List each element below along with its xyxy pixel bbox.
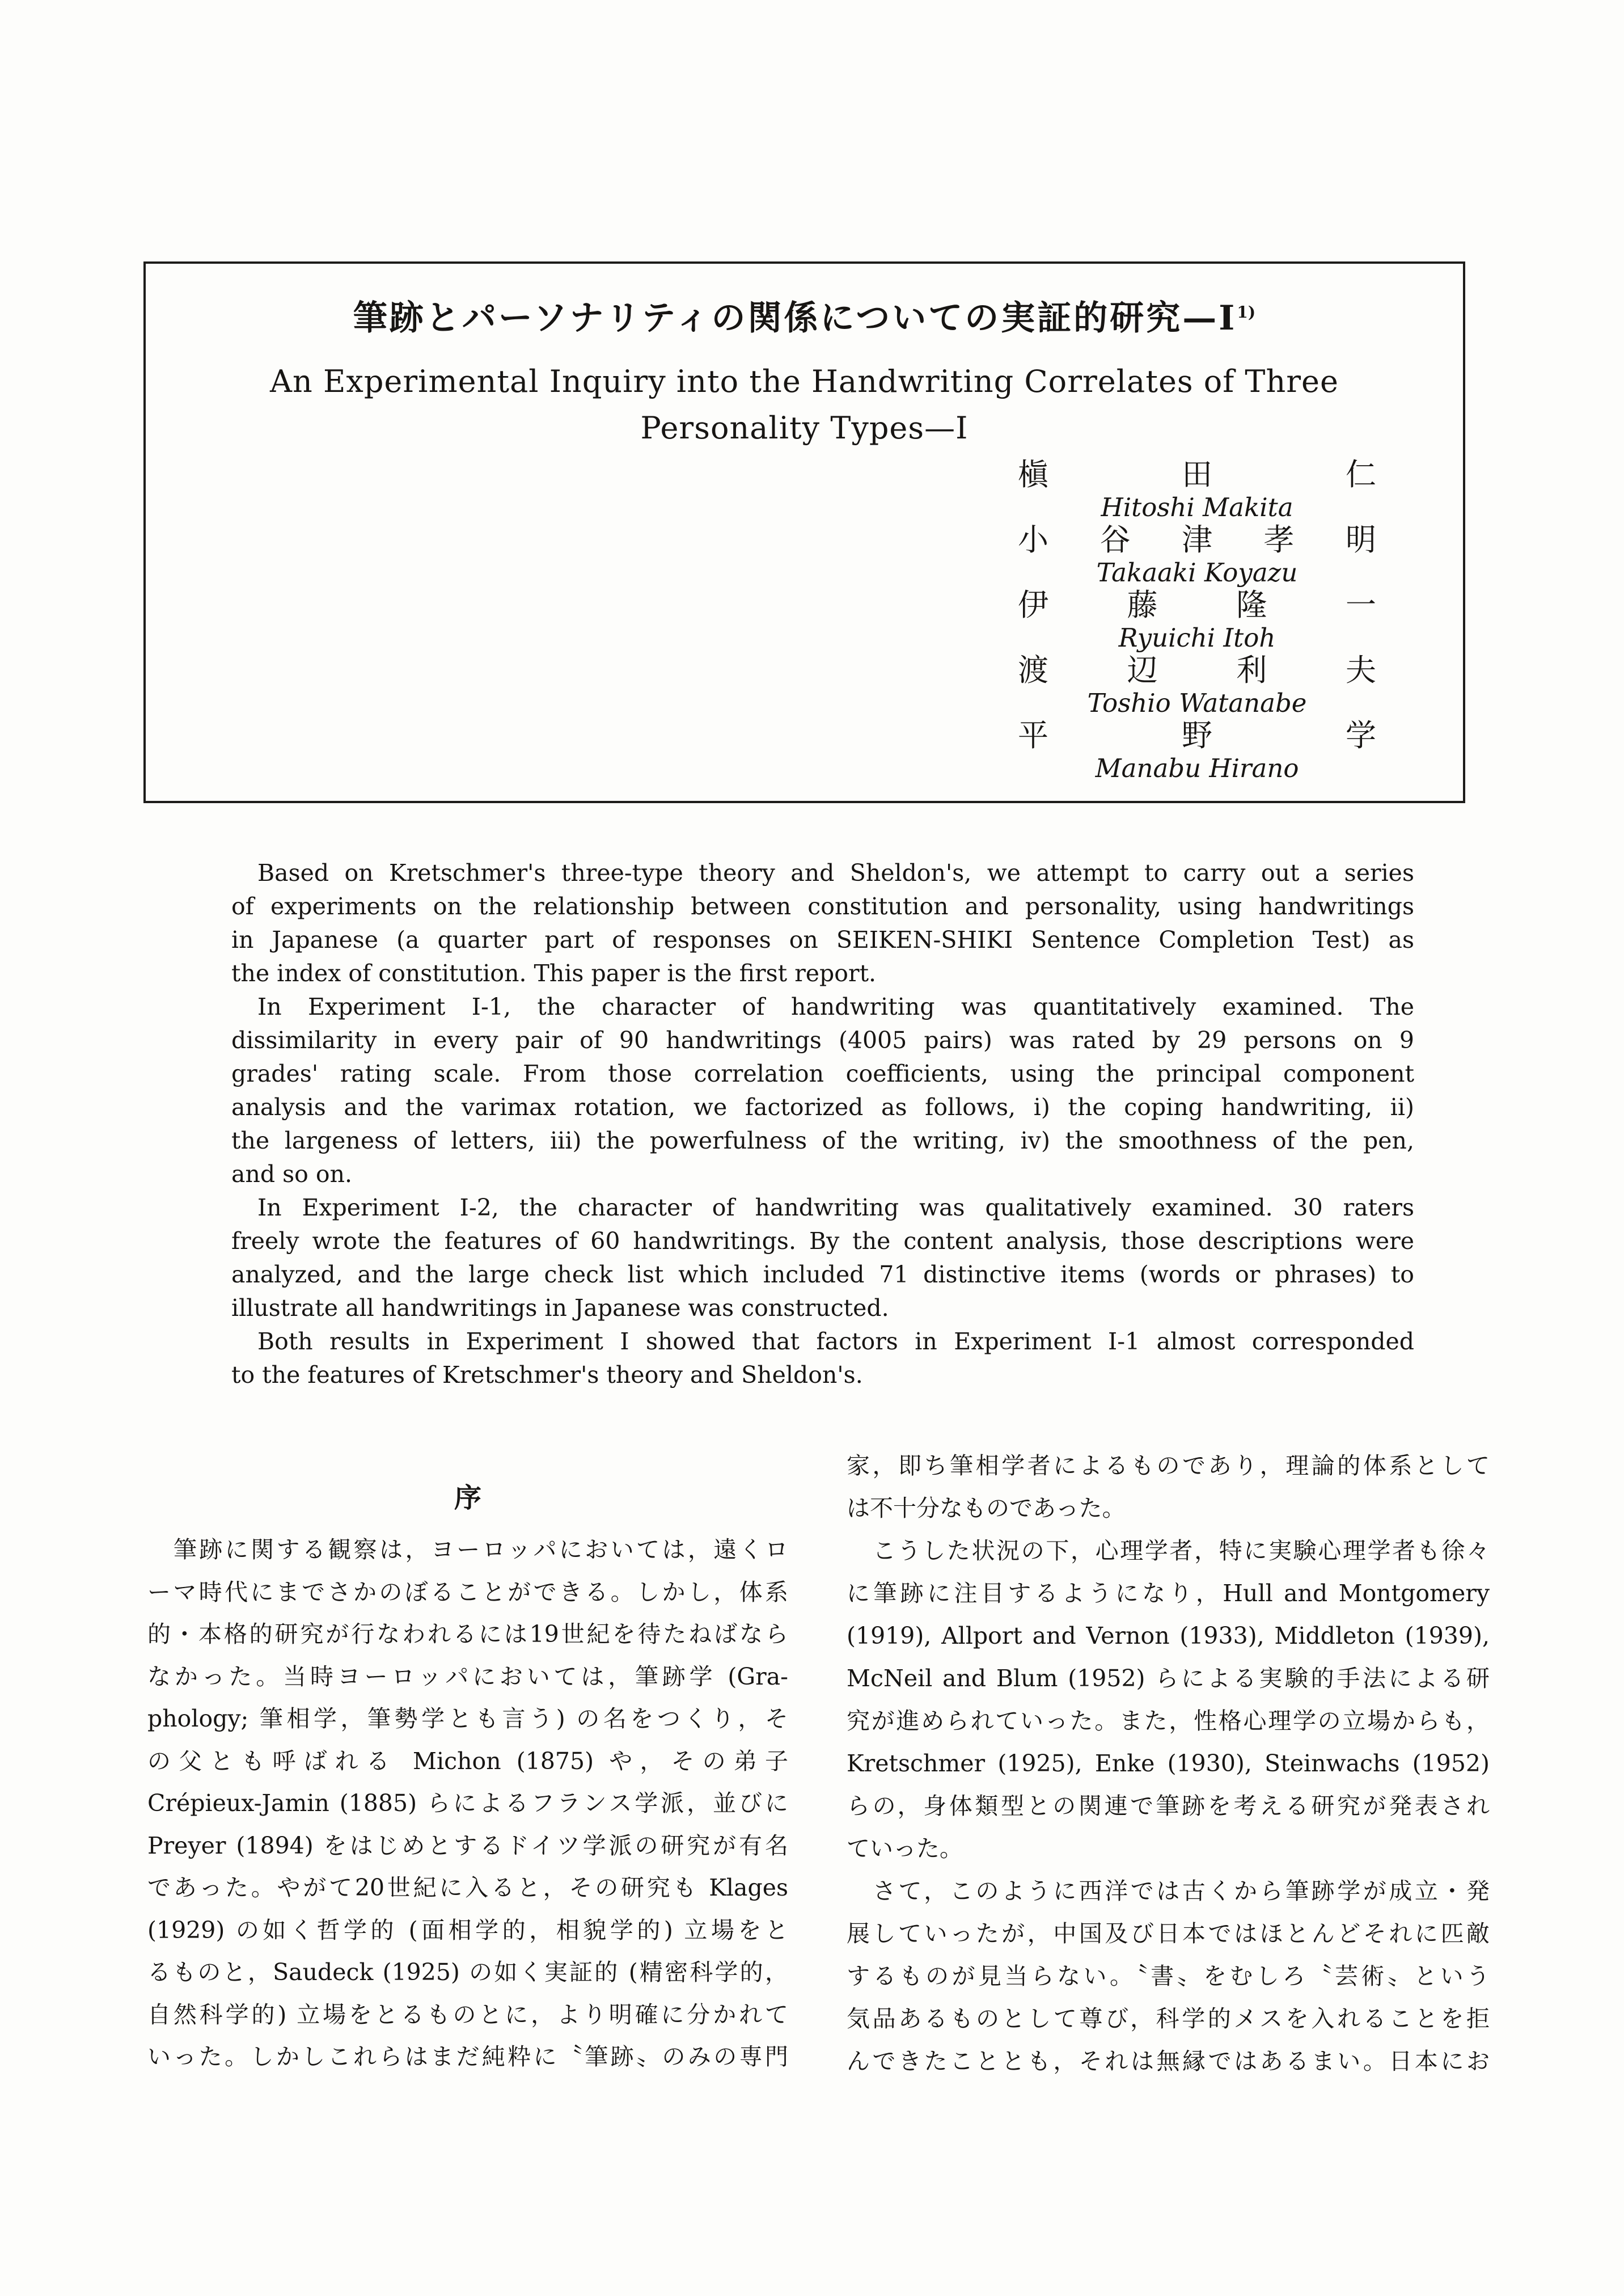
text-line: 家，即ち筆相学者によるものであり，理論的体系として (847, 1452, 1490, 1479)
paper-title-english-line1: An Experimental Inquiry into the Handwriting Correlates of Three (270, 364, 1339, 399)
text-line: こうした状況の下，心理学者，特に実験心理学者も徐々 (873, 1537, 1490, 1564)
author-name-romaji: Hitoshi Makita (1101, 492, 1293, 522)
abstract-line: In Experiment I-1, the character of handwriting was quantitatively examined. The (257, 993, 1414, 1020)
author-entry (1018, 653, 1376, 718)
text-line: Crépieux-Jamin (1885) らによるフランス学派，並びに (147, 1789, 788, 1817)
abstract-line: in Japanese (a quarter part of responses on SEIKEN-SHIKI Sentence Completion Test) as (231, 926, 1414, 953)
text-line: に筆跡に注目するようになり，Hull and Montgomery (847, 1580, 1490, 1607)
body-column-left (147, 1529, 788, 2078)
text-line: いった。しかしこれらはまだ純粋に〝筆跡〟のみの専門 (147, 2043, 788, 2070)
abstract-line: illustrate all handwritings in Japanese was constructed. (231, 1294, 889, 1322)
text-line: 自然科学的) 立場をとるものとに，より明確に分かれて (147, 2000, 788, 2028)
text-line: らの，身体類型との関連で筆跡を考える研究が発表され (847, 1792, 1490, 1820)
text-line: 展していったが，中国及び日本ではほとんどそれに匹敵 (847, 1920, 1490, 1947)
body-column-right (847, 1445, 1490, 2083)
text-line: 的・本格的研究が行なわれるには19世紀を待たねばなら (147, 1620, 788, 1648)
paper-title-english-line2: Personality Types—I (640, 410, 969, 446)
text-line: るものと，Saudeck (1925) の如く実証的 (精密科学的， (147, 1959, 788, 1986)
author-name-kanji: 伊 藤 隆 一 (1018, 587, 1376, 623)
abstract-line: and so on. (231, 1160, 353, 1188)
section-heading-jo: 序 (454, 1482, 481, 1514)
text-line: ーマ時代にまでさかのぼることができる。しかし，体系 (147, 1578, 788, 1606)
author-block (1018, 457, 1376, 783)
paper-title-japanese (146, 291, 1463, 340)
author-entry (1018, 588, 1376, 653)
abstract-line: freely wrote the features of 60 handwritings. By the content analysis, those descriptions were (231, 1227, 1414, 1255)
author-entry (1018, 718, 1376, 783)
author-name-kanji: 渡 辺 利 夫 (1018, 652, 1376, 688)
text-line: であった。やがて20世紀に入ると，その研究も Klages (147, 1874, 788, 1901)
abstract-line: grades' rating scale. From those correlation coefficients, using the principal component (231, 1060, 1414, 1087)
abstract-line: dissimilarity in every pair of 90 handwritings (4005 pairs) was rated by 29 persons on 9 (231, 1027, 1414, 1054)
text-line: Preyer (1894) をはじめとするドイツ学派の研究が有名 (147, 1831, 788, 1859)
author-name-kanji: 槇 田 仁 (1018, 457, 1376, 492)
author-entry (1018, 522, 1376, 588)
text-line: ていった。 (847, 1835, 963, 1862)
author-name-kanji: 平 野 学 (1018, 717, 1376, 753)
abstract-line: In Experiment I-2, the character of handwriting was qualitatively examined. 30 raters (257, 1194, 1414, 1221)
abstract (231, 856, 1414, 1392)
text-line: さて，このように西洋では古くから筆跡学が成立・発 (873, 1877, 1490, 1905)
title-footnote-marker: 1) (1237, 303, 1256, 322)
text-line: の父とも呼ばれる Michon (1875) や，その弟子 (147, 1747, 788, 1775)
abstract-line: Both results in Experiment I showed that factors in Experiment I-1 almost corresponded (257, 1328, 1414, 1355)
abstract-line: to the features of Kretschmer's theory and Sheldon's. (231, 1361, 863, 1388)
abstract-line: of experiments on the relationship between constitution and personality, using handwritings (231, 893, 1414, 920)
text-line: なかった。当時ヨーロッパにおいては，筆跡学 (Gra- (147, 1662, 788, 1690)
abstract-line: analyzed, and the large check list which included 71 distinctive items (words or phrases) to (231, 1261, 1414, 1288)
text-line: Kretschmer (1925), Enke (1930), Steinwachs (1952) (847, 1750, 1490, 1777)
text-line: 筆跡に関する観察は，ヨーロッパにおいては，遠くロ (174, 1536, 788, 1563)
abstract-line: Based on Kretschmer's three-type theory and Sheldon's, we attempt to carry out a series (257, 859, 1414, 887)
abstract-line: analysis and the varimax rotation, we factorized as follows, i) the coping handwriting, ii) (231, 1094, 1414, 1121)
abstract-line: the index of constitution. This paper is the first report. (231, 960, 877, 987)
title-box (143, 261, 1465, 803)
text-line: phology; 筆相学，筆勢学とも言う) の名をつくり，そ (147, 1705, 788, 1732)
text-line: んできたこととも，それは無縁ではあるまい。日本にお (847, 2048, 1490, 2075)
author-name-romaji: Takaaki Koyazu (1096, 558, 1298, 588)
text-line: するものが見当らない。〝書〟をむしろ〝芸術〟という (847, 1962, 1490, 1990)
text-line: McNeil and Blum (1952) らによる実験的手法による研 (847, 1665, 1490, 1692)
text-line: (1929) の如く哲学的 (面相学的，相貌学的) 立場をと (147, 1916, 788, 1944)
author-name-romaji: Toshio Watanabe (1087, 688, 1307, 718)
author-entry (1018, 457, 1376, 522)
text-line: は不十分なものであった。 (847, 1495, 1126, 1522)
author-name-romaji: Manabu Hirano (1095, 753, 1299, 783)
abstract-line: the largeness of letters, iii) the powerfulness of the writing, iv) the smoothness of the pen, (231, 1127, 1414, 1154)
author-name-kanji: 小 谷 津 孝 明 (1018, 522, 1376, 558)
text-line: 気品あるものとして尊び，科学的メスを入れることを拒 (847, 2005, 1490, 2032)
paper-title-japanese-text: 筆跡とパーソナリティの関係についての実証的研究—I (353, 298, 1237, 338)
text-line: 究が進められていった。また，性格心理学の立場からも， (847, 1707, 1490, 1734)
author-name-romaji: Ryuichi Itoh (1118, 623, 1276, 653)
text-line: (1919), Allport and Vernon (1933), Middleton (1939), (847, 1622, 1490, 1649)
